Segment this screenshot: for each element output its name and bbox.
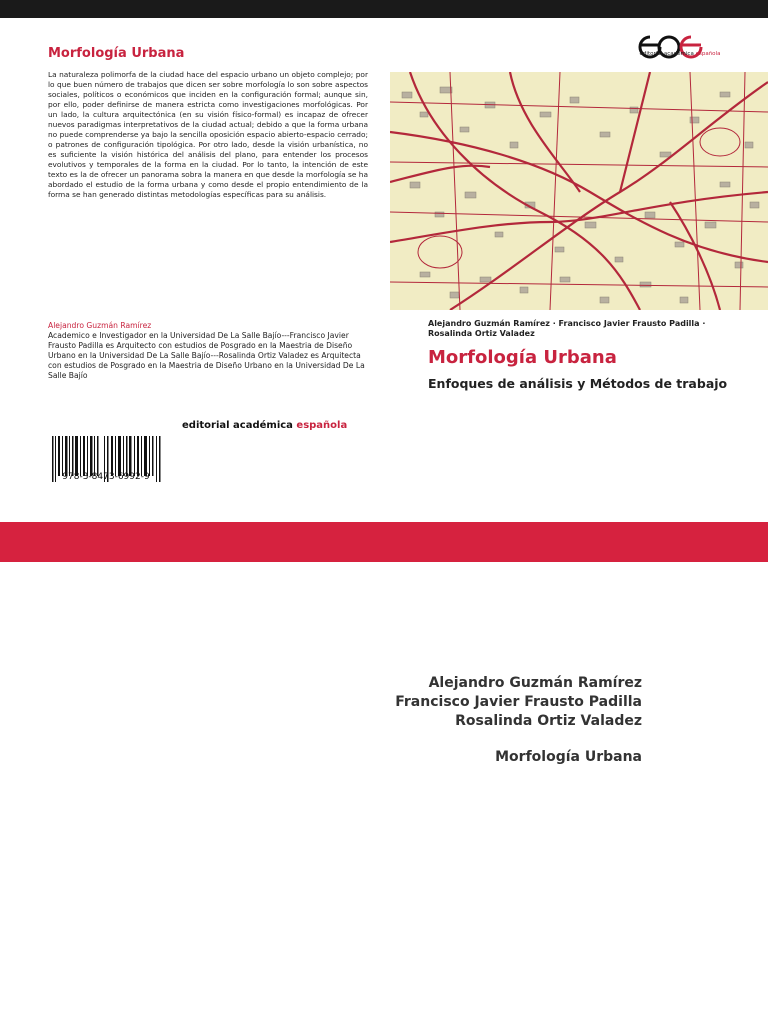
publisher-name-main: editorial académica <box>182 420 297 431</box>
logo-caption-accent: española <box>695 51 721 57</box>
spine-author-1: Alejandro Guzmán Ramírez <box>428 675 642 691</box>
red-spine-band <box>0 522 768 562</box>
publisher-logo-caption <box>630 51 730 57</box>
map-roads <box>390 72 768 310</box>
spine-author-3: Rosalinda Ortiz Valadez <box>455 713 642 729</box>
front-cover-authors: Alejandro Guzmán Ramírez · Francisco Javier Frausto Padilla · Rosalinda Ortiz Valadez <box>428 319 706 338</box>
spine-title: Morfología Urbana <box>495 749 642 765</box>
city-map-image <box>390 72 768 310</box>
back-cover-title: Morfología Urbana <box>48 46 185 61</box>
publisher-name <box>182 420 347 431</box>
front-cover-title: Morfología Urbana <box>428 347 617 368</box>
book-cover <box>0 18 768 522</box>
city-map-drawing <box>390 72 768 310</box>
spine-author-2: Francisco Javier Frausto Padilla <box>395 694 642 710</box>
publisher-logo <box>636 23 726 63</box>
spine-label-area <box>0 562 768 1024</box>
publisher-name-accent: española <box>296 420 348 431</box>
author-bio-name: Alejandro Guzmán Ramírez <box>48 321 152 330</box>
back-cover-blurb: La naturaleza polimorfa de la ciudad hace del espacio urbano un objeto complejo; por lo que buen número de trabajos que dicen ser sobre morfología lo son sobre aspectos sociales, políticos o económicos que inciden en la configuración formal; aunque sin, por ello, poder definirse de manera estricta como investigaciones morfológicas. Por un lado, la cultura arquitectónica (en su visión físico-formal) es incapaz de ofrecer nuevos paradigmas interpretativos de la ciudad actual; debido a que la forma urbana no puede comprenderse ya bajo la sencilla oposición espacio abierto-espacio cerrado; o patrones de configuración tipológica. Por otro lado, desde la visión urbanística, no es suficiente la visión histórica del análisis del plano, para entender los procesos evolutivos y temporales de la forma en la ciudad. Por lo tanto, la intención de este texto es la de ofrecer un panorama sobra la manera en que desde la morfología se ha abordado el estudio de la forma urbana y como desde el propio entendimiento de la forma se han generado distintas metodologías específicas para su análisis. <box>48 70 368 199</box>
barcode <box>48 425 164 493</box>
author-bio: Academico e Investigador en la Universidad De La Salle Bajío---Francisco Javier Frausto Padilla es Arquitecto con estudios de Posgrado en la Maestria de Diseño Urbano en la Universidad De La Salle Bajío---Rosalinda Ortiz Valadez es Arquitecta con estudios de Posgrado en la Maestria de Diseño Urbano en la Universidad De La Salle Bajío <box>48 331 365 380</box>
isbn-number: 978-3-8473-6992-9 <box>62 472 150 482</box>
top-dark-bar <box>0 0 768 18</box>
spine-authors <box>395 674 642 731</box>
front-cover-subtitle: Enfoques de análisis y Métodos de trabajo <box>428 376 728 391</box>
logo-caption-main: editorial académica <box>639 51 696 57</box>
